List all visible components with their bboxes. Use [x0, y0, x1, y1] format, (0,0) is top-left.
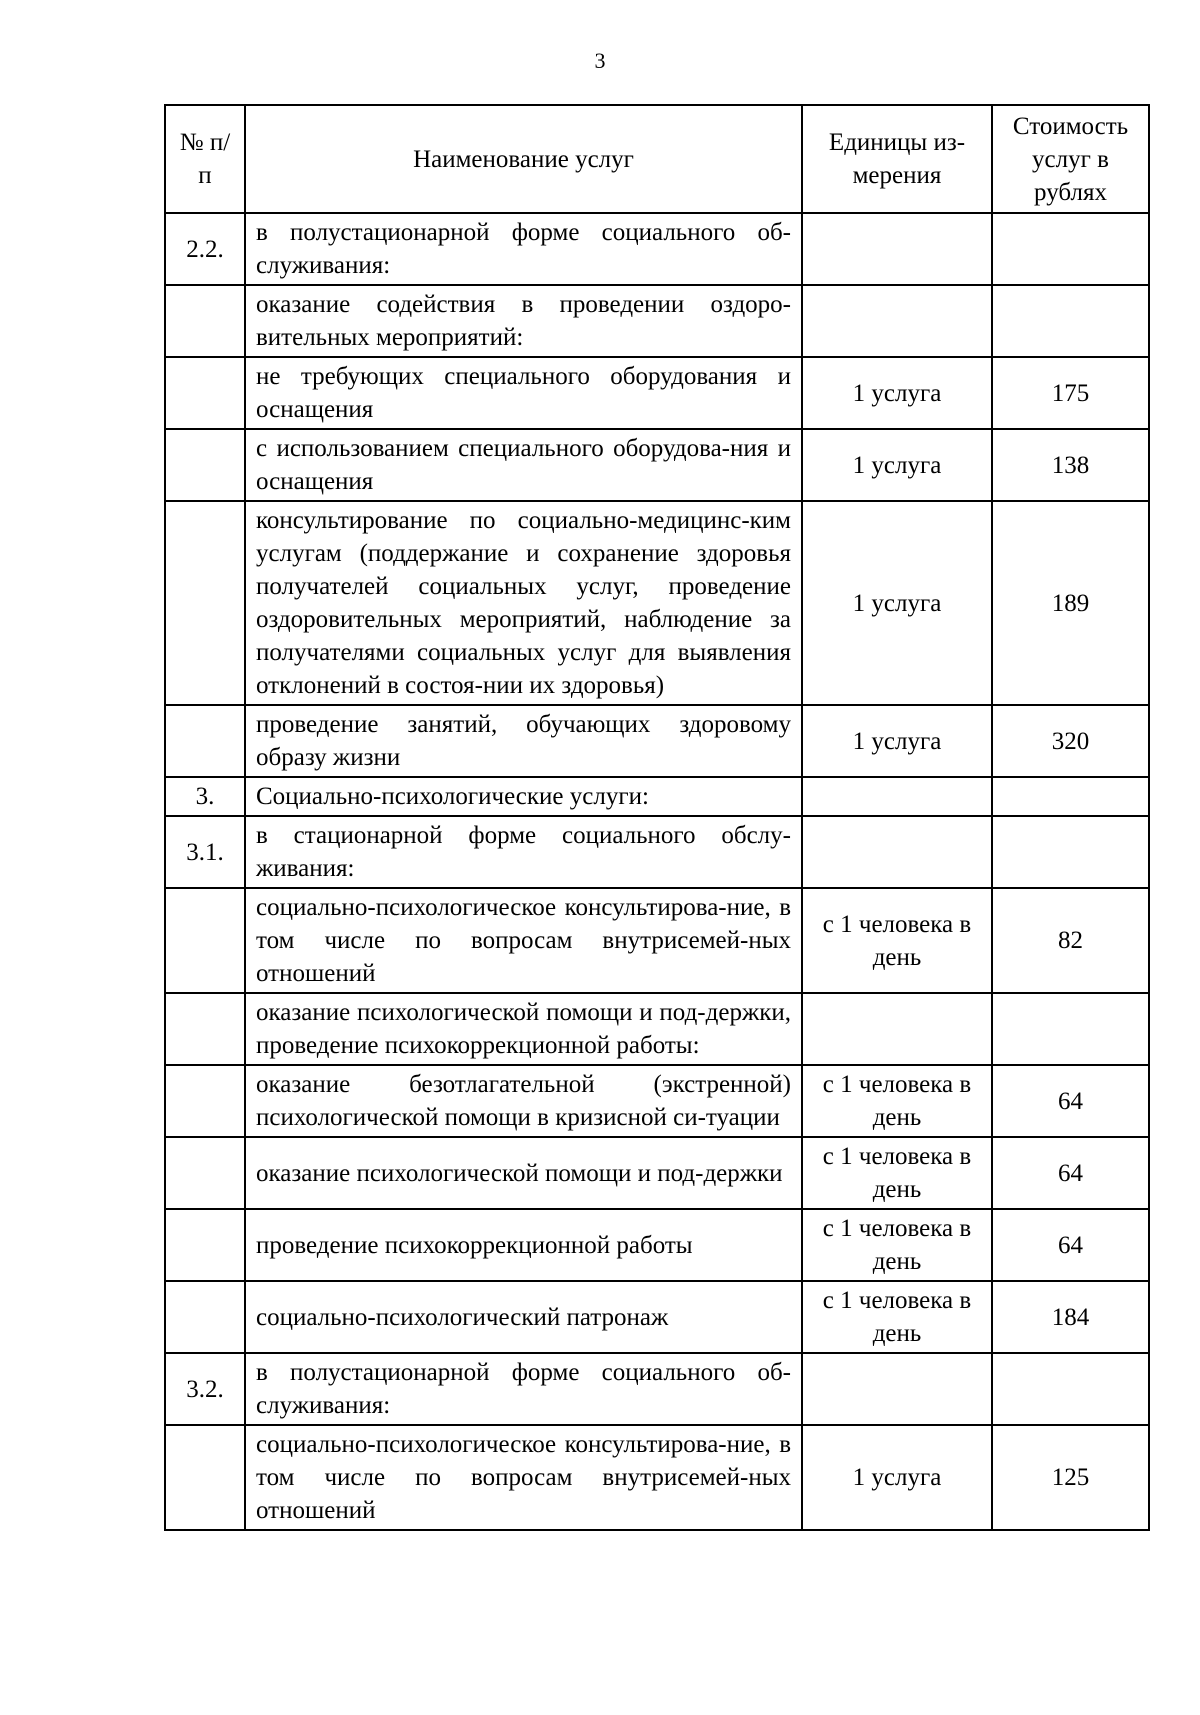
row-name: в стационарной форме социального обслу-живания:: [245, 816, 802, 888]
table-row: [165, 1209, 1149, 1281]
row-unit: [802, 993, 992, 1065]
row-unit: с 1 человека в день: [802, 1065, 992, 1137]
row-num: [165, 285, 245, 357]
row-unit: с 1 человека в день: [802, 888, 992, 993]
row-name: оказание психологической помощи и под-держки: [245, 1137, 802, 1209]
table-row: [165, 993, 1149, 1065]
table-row: [165, 357, 1149, 429]
row-cost: 82: [992, 888, 1149, 993]
row-num: [165, 501, 245, 705]
header-name: Наименование услуг: [245, 105, 802, 213]
row-unit: [802, 816, 992, 888]
row-name: в полустационарной форме социального об-служивания:: [245, 213, 802, 285]
row-cost: 175: [992, 357, 1149, 429]
row-num: [165, 1065, 245, 1137]
table-row: [165, 777, 1149, 816]
row-num: [165, 1137, 245, 1209]
row-cost: 184: [992, 1281, 1149, 1353]
row-num: [165, 705, 245, 777]
row-unit: 1 услуга: [802, 501, 992, 705]
table-row: [165, 501, 1149, 705]
row-num: 3.1.: [165, 816, 245, 888]
table-row: [165, 285, 1149, 357]
row-cost: [992, 777, 1149, 816]
row-unit: [802, 213, 992, 285]
row-num: 3.: [165, 777, 245, 816]
row-name: социально-психологическое консультирова-ние, в том числе по вопросам внутрисемей-ных отношений: [245, 888, 802, 993]
row-num: [165, 1209, 245, 1281]
table-row: [165, 213, 1149, 285]
table-row: [165, 1065, 1149, 1137]
row-name: оказание психологической помощи и под-держки, проведение психокоррекционной работы:: [245, 993, 802, 1065]
row-name: социально-психологическое консультирова-ние, в том числе по вопросам внутрисемей-ных отношений: [245, 1425, 802, 1530]
row-unit: [802, 1353, 992, 1425]
header-num: № п/п: [165, 105, 245, 213]
table-row: [165, 816, 1149, 888]
row-name: проведение занятий, обучающих здоровому образу жизни: [245, 705, 802, 777]
row-unit: с 1 человека в день: [802, 1137, 992, 1209]
row-name: проведение психокоррекционной работы: [245, 1209, 802, 1281]
table-body: [165, 213, 1149, 1530]
table-row: [165, 1281, 1149, 1353]
row-num: [165, 429, 245, 501]
row-cost: 189: [992, 501, 1149, 705]
row-cost: [992, 816, 1149, 888]
row-unit: 1 услуга: [802, 1425, 992, 1530]
row-unit: с 1 человека в день: [802, 1209, 992, 1281]
row-num: 2.2.: [165, 213, 245, 285]
row-name: с использованием специального оборудова-ния и оснащения: [245, 429, 802, 501]
row-unit: 1 услуга: [802, 705, 992, 777]
table-row: [165, 705, 1149, 777]
row-cost: [992, 285, 1149, 357]
row-num: 3.2.: [165, 1353, 245, 1425]
row-num: [165, 1425, 245, 1530]
row-num: [165, 993, 245, 1065]
row-cost: 125: [992, 1425, 1149, 1530]
row-cost: 320: [992, 705, 1149, 777]
table-row: [165, 1353, 1149, 1425]
services-table: [164, 104, 1150, 1531]
page-number: 3: [594, 48, 606, 73]
header-cost: Стоимость услуг в рублях: [992, 105, 1149, 213]
row-num: [165, 888, 245, 993]
row-name: консультирование по социально-медицинс-ким услугам (поддержание и сохранение здоровья получателей социальных услуг, проведение оздоровительных мероприятий, наблюдение за получателями социальных услуг для выявления отклонений в состоя-нии их здоровья): [245, 501, 802, 705]
row-unit: с 1 человека в день: [802, 1281, 992, 1353]
row-unit: 1 услуга: [802, 429, 992, 501]
row-unit: [802, 285, 992, 357]
row-name: социально-психологический патронаж: [245, 1281, 802, 1353]
row-num: [165, 357, 245, 429]
row-cost: 64: [992, 1137, 1149, 1209]
row-name: оказание содействия в проведении оздоро-вительных мероприятий:: [245, 285, 802, 357]
table-row: [165, 429, 1149, 501]
row-cost: [992, 1353, 1149, 1425]
row-cost: 64: [992, 1209, 1149, 1281]
row-cost: [992, 213, 1149, 285]
row-cost: 138: [992, 429, 1149, 501]
row-name: оказание безотлагательной (экстренной) психологической помощи в кризисной си-туации: [245, 1065, 802, 1137]
table-row: [165, 1137, 1149, 1209]
header-unit: Единицы из-мерения: [802, 105, 992, 213]
table-row: [165, 888, 1149, 993]
header-row: [165, 105, 1149, 213]
row-unit: [802, 777, 992, 816]
row-cost: [992, 993, 1149, 1065]
row-cost: 64: [992, 1065, 1149, 1137]
row-name: Социально-психологические услуги:: [245, 777, 802, 816]
row-name: в полустационарной форме социального об-служивания:: [245, 1353, 802, 1425]
row-num: [165, 1281, 245, 1353]
row-unit: 1 услуга: [802, 357, 992, 429]
table-row: [165, 1425, 1149, 1530]
row-name: не требующих специального оборудования и оснащения: [245, 357, 802, 429]
